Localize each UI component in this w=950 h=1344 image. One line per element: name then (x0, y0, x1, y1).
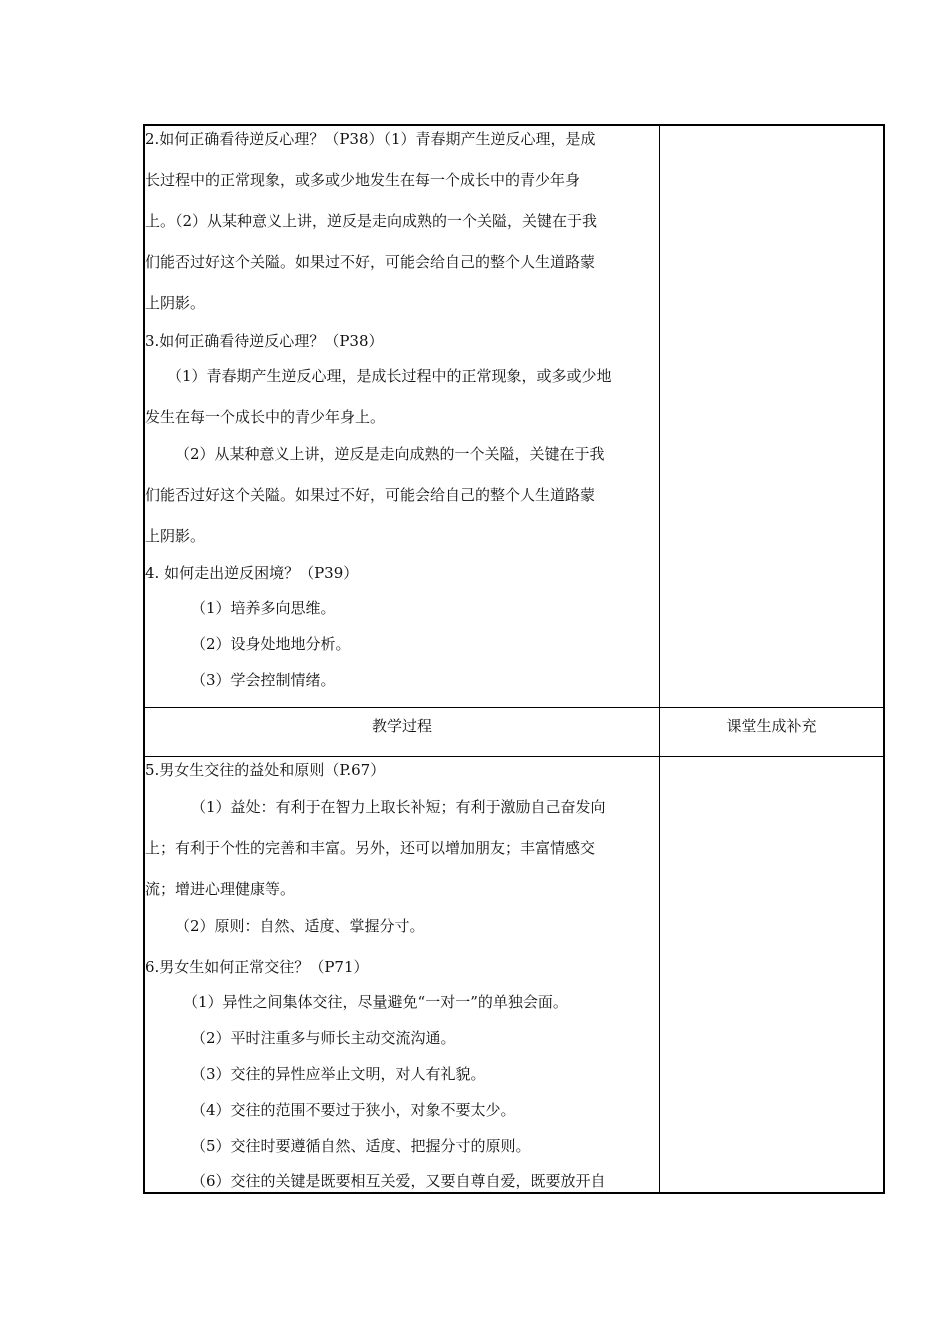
row-divider-top (145, 707, 883, 708)
text-line: 上；有利于个性的完善和丰富。另外，还可以增加朋友；丰富情感交 (145, 839, 596, 857)
text-line: （1）益处：有利于在智力上取长补短；有利于激励自己奋发向 (191, 798, 606, 816)
text-line: 3.如何正确看待逆反心理？（P38） (145, 332, 384, 350)
text-line: 5.男女生交往的益处和原则（P.67） (145, 761, 386, 779)
text-line: 6.男女生如何正常交往？（P71） (145, 958, 369, 976)
text-line: 上。（2）从某种意义上讲，逆反是走向成熟的一个关隘，关键在于我 (145, 212, 598, 230)
text-line: （2）设身处地地分析。 (191, 635, 351, 653)
text-line: （5）交往时要遵循自然、适度、把握分寸的原则。 (191, 1137, 531, 1155)
text-line: 长过程中的正常现象，或多或少地发生在每一个成长中的青少年身 (145, 171, 581, 189)
lesson-plan-table (143, 124, 885, 1194)
text-line: （2）从某种意义上讲，逆反是走向成熟的一个关隘，关键在于我 (175, 445, 605, 463)
text-line: 上阴影。 (145, 294, 206, 312)
text-line: 流；增进心理健康等。 (145, 880, 296, 898)
text-line: 上阴影。 (145, 527, 206, 545)
text-line: （2）原则：自然、适度、掌握分寸。 (175, 917, 425, 935)
section2-supplement-cell (660, 757, 883, 1192)
text-line: （1）培养多向思维。 (191, 599, 336, 617)
text-line: （1）青春期产生逆反心理，是成长过程中的正常现象，或多或少地 (167, 367, 612, 385)
header-class-supplement: 课堂生成补充 (726, 717, 817, 735)
text-line: （3）学会控制情绪。 (191, 671, 336, 689)
text-line: 发生在每一个成长中的青少年身上。 (145, 408, 386, 426)
text-line: 们能否过好这个关隘。如果过不好，可能会给自己的整个人生道路蒙 (145, 486, 596, 504)
text-line: （2）平时注重多与师长主动交流沟通。 (191, 1029, 456, 1047)
text-line: （4）交往的范围不要过于狭小，对象不要太少。 (191, 1101, 516, 1119)
section1-supplement-cell (660, 126, 883, 707)
text-line: 2.如何正确看待逆反心理？（P38）（1）青春期产生逆反心理，是成 (145, 130, 596, 148)
header-teaching-process: 教学过程 (371, 717, 432, 735)
section2-content (145, 757, 659, 1194)
text-line: （3）交往的异性应举止文明，对人有礼貌。 (191, 1065, 486, 1083)
text-line: （6）交往的关键是既要相互关爱，又要自尊自爱，既要放开自 (191, 1172, 606, 1190)
text-line: （1）异性之间集体交往，尽量避免“一对一”的单独会面。 (183, 993, 568, 1011)
text-line: 们能否过好这个关隘。如果过不好，可能会给自己的整个人生道路蒙 (145, 253, 596, 271)
section1-content (145, 126, 659, 707)
text-line: 4. 如何走出逆反困境？（P39） (145, 564, 359, 582)
